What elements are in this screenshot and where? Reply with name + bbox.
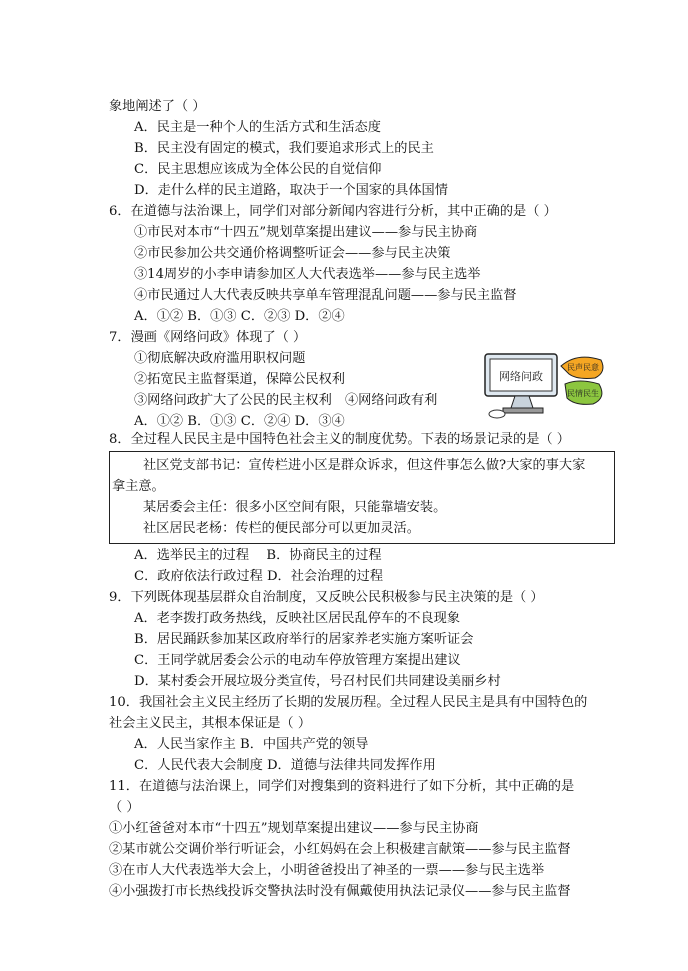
q5-option-a: A．民主是一种个人的生活方式和生活态度 <box>134 120 381 135</box>
scenario-line-1: 社区党支部书记：宣传栏进小区是群众诉求，但这件事怎么做?大家的事大家 <box>143 458 586 473</box>
q6-item-4: ④市民通过人大代表反映共享单车管理混乱问题——参与民主监督 <box>134 288 517 303</box>
question-6-stem: 6．在道德与法治课上，同学们对部分新闻内容进行分析，其中正确的是（ ） <box>109 204 557 219</box>
q7-answers: A．①② B．①③ C．②④ D．③④ <box>134 414 345 429</box>
q10-options-cd: C．人民代表大会制度 D．道德与法律共同发挥作用 <box>134 758 436 773</box>
q7-item-1: ①彻底解决政府滥用职权问题 <box>134 351 306 366</box>
network-politics-cartoon <box>477 350 607 420</box>
scenario-line-2: 某居委会主任：很多小区空间有限，只能靠墙安装。 <box>143 500 447 515</box>
q9-option-b: B．居民踊跃参加某区政府举行的居家养老实施方案听证会 <box>134 632 474 647</box>
q7-item-2: ②拓宽民主监督渠道，保障公民权利 <box>134 372 345 387</box>
question-8-stem: 8．全过程人民民主是中国特色社会主义的制度优势。下表的场景记录的是（ ） <box>109 432 570 447</box>
question-9-stem: 9．下列既体现基层群众自治制度，又反映公民积极参与民主决策的是（ ） <box>109 590 544 605</box>
scenario-line-1-cont: 拿主意。 <box>112 479 165 494</box>
q5-option-d: D．走什么样的民主道路，取决于一个国家的具体国情 <box>134 183 448 198</box>
q6-item-2: ②市民参加公共交通价格调整听证会——参与民主决策 <box>134 246 451 261</box>
q8-options-ab: A．选举民主的过程 B．协商民主的过程 <box>134 548 382 563</box>
question-10-stem: 10．我国社会主义民主经历了长期的发展历程。全过程人民民主是具有中国特色的 <box>109 695 588 710</box>
q8-options-cd: C．政府依法行政过程 D．社会治理的过程 <box>134 569 384 584</box>
q11-item-2: ②某市就公交调价举行听证会，小红妈妈在会上积极建言献策——参与民主监督 <box>109 842 571 857</box>
q11-item-3: ③在市人大代表选举大会上，小明爸爸投出了神圣的一票——参与民主选举 <box>109 863 545 878</box>
question-7-stem: 7．漫画《网络问政》体现了（ ） <box>109 330 307 345</box>
q5-option-c: C．民主思想应该成为全体公民的自觉信仰 <box>134 162 382 177</box>
q6-item-3: ③14周岁的小李申请参加区人大代表选举——参与民主选举 <box>134 267 481 282</box>
q11-item-1: ①小红爸爸对本市“十四五”规划草案提出建议——参与民主协商 <box>109 821 479 836</box>
scenario-line-3: 社区居民老杨：传栏的便民部分可以更加灵活。 <box>143 521 420 536</box>
question-11-stem-cont: （ ） <box>109 800 140 815</box>
bubble-1-text: 民声民意 <box>567 363 599 372</box>
q9-option-c: C．王同学就居委会公示的电动车停放管理方案提出建议 <box>134 653 461 668</box>
q5-option-b: B．民主没有固定的模式，我们要追求形式上的民主 <box>134 141 434 156</box>
question-11-stem: 11．在道德与法治课上，同学们对搜集到的资料进行了如下分析，其中正确的是 <box>109 779 575 794</box>
question-5-continuation: 象地阐述了（ ） <box>109 99 206 114</box>
cartoon-screen-text: 网络问政 <box>499 370 543 383</box>
q9-option-d: D．某村委会开展垃圾分类宣传，号召村民们共同建设美丽乡村 <box>134 674 501 689</box>
q9-option-a: A．老李拨打政务热线，反映社区居民乱停车的不良现象 <box>134 611 461 626</box>
q7-item-3: ③网络问政扩大了公民的民主权利 ④网络问政有利 <box>134 393 438 408</box>
q10-options-ab: A．人民当家作主 B．中国共产党的领导 <box>134 737 369 752</box>
bubble-2-text: 民情民生 <box>567 389 599 398</box>
question-10-stem-cont: 社会主义民主，其根本保证是（ ） <box>109 716 312 731</box>
q11-item-4: ④小强拨打市长热线投诉交警执法时没有佩戴使用执法记录仪——参与民主监督 <box>109 884 571 899</box>
q6-answers: A．①② B．①③ C．②③ D．②④ <box>134 309 345 324</box>
q6-item-1: ①市民对本市“十四五”规划草案提出建议——参与民主协商 <box>134 225 478 240</box>
